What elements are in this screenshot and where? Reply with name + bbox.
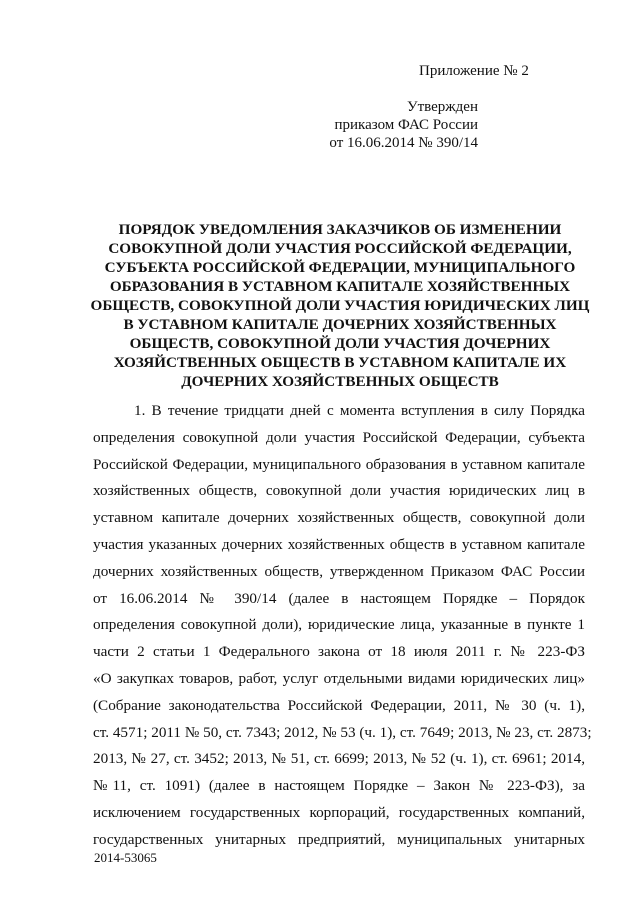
- title-line: ОБЩЕСТВ, СОВОКУПНОЙ ДОЛИ УЧАСТИЯ ДОЧЕРНИХ: [129, 335, 551, 352]
- approval-line-2: приказом ФАС России: [334, 117, 478, 133]
- title-line: ПОРЯДОК УВЕДОМЛЕНИЯ ЗАКАЗЧИКОВ ОБ ИЗМЕНЕНИИ: [118, 221, 562, 238]
- paragraph-line: хозяйственных обществ, совокупной доли участия юридических лиц в: [93, 482, 585, 500]
- title-line: СОВОКУПНОЙ ДОЛИ УЧАСТИЯ РОССИЙСКОЙ ФЕДЕРАЦИИ,: [108, 240, 572, 257]
- paragraph-line: части 2 статьи 1 Федерального закона от 18 июля 2011 г. № 223-ФЗ: [93, 643, 585, 661]
- document-code: 2014-53065: [94, 850, 157, 865]
- title-line: ОБЩЕСТВ, СОВОКУПНОЙ ДОЛИ УЧАСТИЯ ЮРИДИЧЕСКИХ ЛИЦ: [90, 297, 590, 314]
- paragraph-line: участия указанных дочерних хозяйственных обществ в уставном капитале: [93, 535, 585, 553]
- title-line: ХОЗЯЙСТВЕННЫХ ОБЩЕСТВ В УСТАВНОМ КАПИТАЛЕ ИХ: [113, 354, 567, 371]
- paragraph-line: ст. 4571; 2011 № 50, ст. 7343; 2012, № 53 (ч. 1), ст. 7649; 2013, № 23, ст. 2873;: [93, 723, 592, 741]
- paragraph-line: «О закупках товаров, работ, услуг отдельными видами юридических лиц»: [93, 669, 585, 687]
- paragraph-line: №11, ст. 1091) (далее в настоящем Порядке – Закон № 223-ФЗ), за: [93, 777, 585, 795]
- paragraph-line: 1. В течение тридцати дней с момента вступления в силу Порядка: [134, 402, 585, 419]
- paragraph-line: дочерних хозяйственных обществ, утвержденном Приказом ФАС России: [93, 562, 585, 580]
- paragraph-line: исключением государственных корпораций, государственных компаний,: [93, 803, 585, 821]
- paragraph-line: определения совокупной доли участия Российской Федерации, субъекта: [93, 428, 585, 446]
- paragraph-line: Российской Федерации, муниципального образования в уставном капитале: [93, 455, 585, 473]
- document-title: [90, 220, 590, 391]
- paragraph-line: (Собрание законодательства Российской Федерации, 2011, № 30 (ч. 1),: [93, 696, 585, 714]
- title-line: ОБРАЗОВАНИЯ В УСТАВНОМ КАПИТАЛЕ ХОЗЯЙСТВЕННЫХ: [109, 278, 571, 295]
- paragraph-1: [93, 398, 592, 854]
- approval-line-1: Утвержден: [406, 99, 478, 115]
- approval-block: [0, 98, 478, 152]
- title-line: СУБЪЕКТА РОССИЙСКОЙ ФЕДЕРАЦИИ, МУНИЦИПАЛЬНОГО: [104, 259, 576, 276]
- paragraph-line: государственных унитарных предприятий, муниципальных унитарных: [93, 830, 585, 848]
- appendix-label: Приложение № 2: [419, 63, 529, 79]
- paragraph-line: от 16.06.2014 № 390/14 (далее в настоящем Порядке – Порядок: [93, 589, 585, 607]
- approval-line-3: от 16.06.2014 № 390/14: [329, 135, 478, 151]
- title-line: В УСТАВНОМ КАПИТАЛЕ ДОЧЕРНИХ ХОЗЯЙСТВЕННЫХ: [123, 316, 557, 333]
- paragraph-line: определения совокупной доли), юридические лица, указанные в пункте 1: [93, 616, 585, 634]
- title-line: ДОЧЕРНИХ ХОЗЯЙСТВЕННЫХ ОБЩЕСТВ: [181, 373, 499, 390]
- paragraph-line: уставном капитале дочерних хозяйственных обществ, совокупной доли: [93, 509, 585, 527]
- paragraph-line: 2013, № 27, ст. 3452; 2013, № 51, ст. 6699; 2013, № 52 (ч. 1), ст. 6961; 2014,: [93, 750, 585, 768]
